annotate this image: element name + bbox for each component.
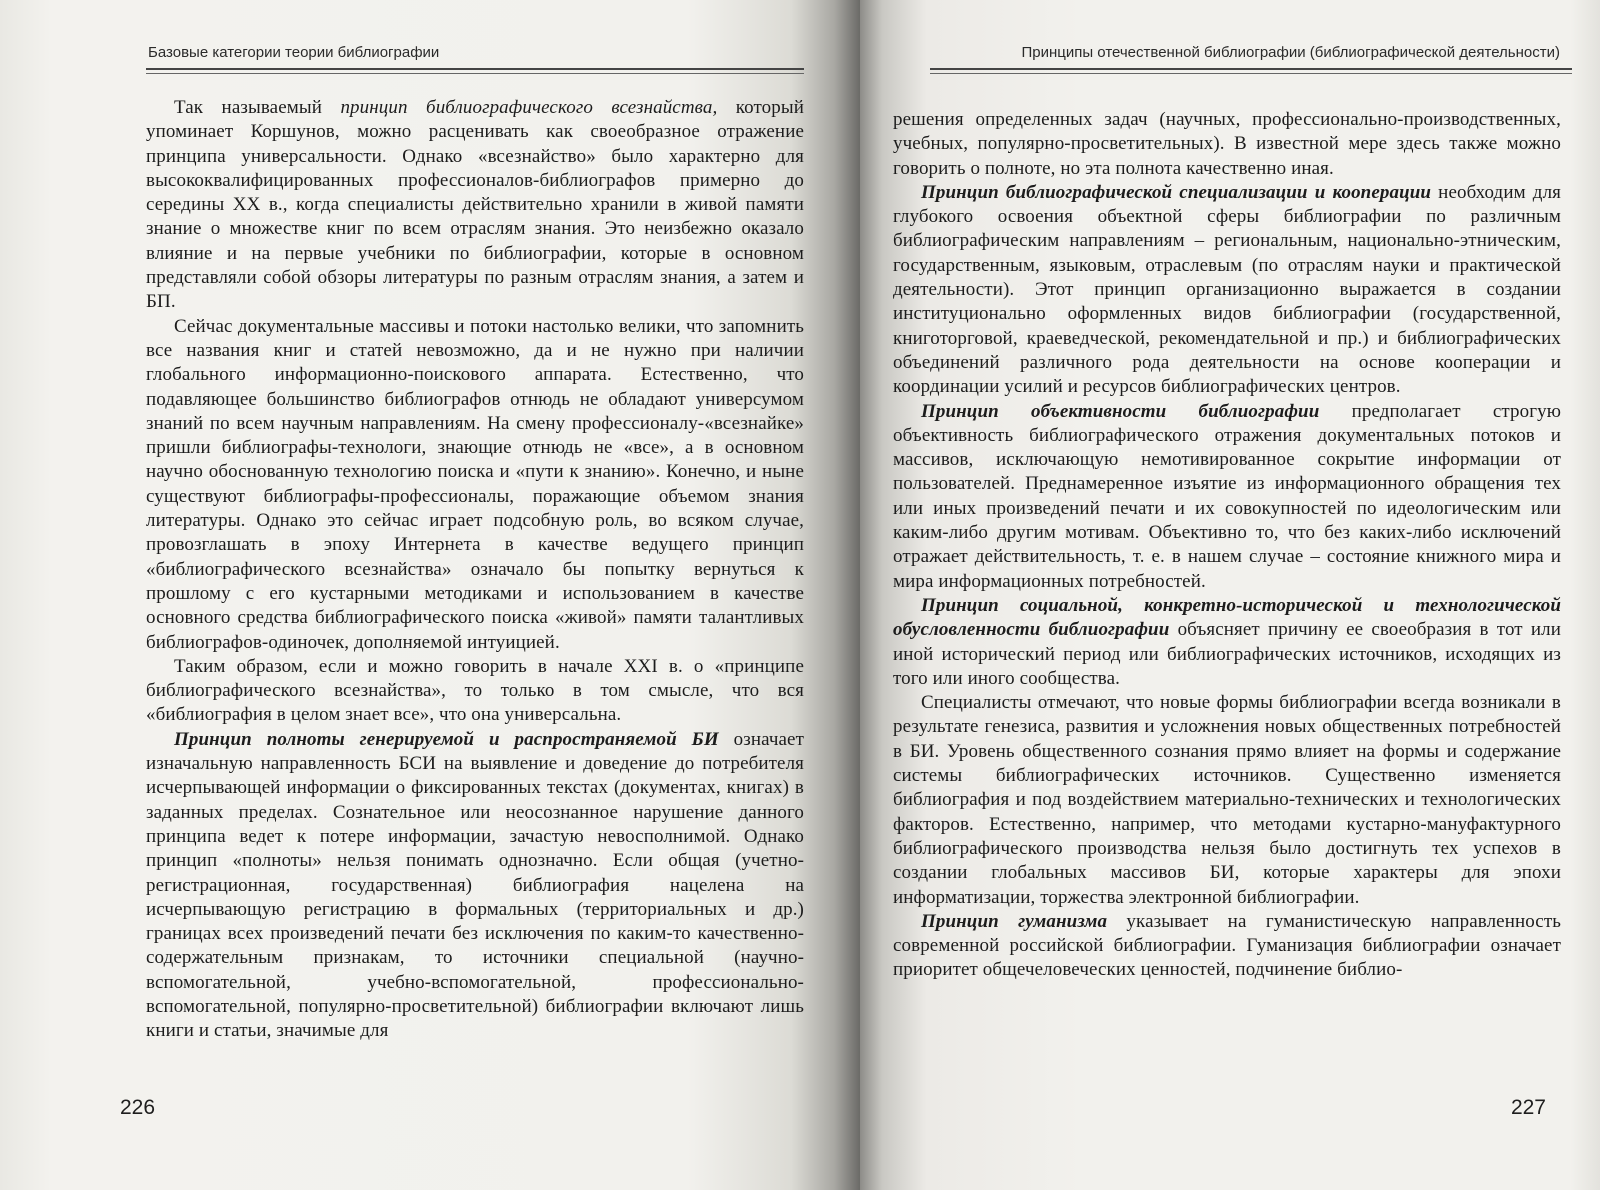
left-page-number: 226 [120, 1096, 156, 1119]
principle-term: Принцип гуманизма [921, 910, 1108, 932]
paragraph-text: который упоминает Коршунов, можно расценивать как своеобразное отражение принципа универсальности. Однако «всезнайство» было характерно для высококвалифицированных профессионалов-библиографов примерно до середины XX в., когда специалисты действительно хранили в живой памяти знание о множестве книг по всем отраслям знания. Это неизбежно оказало влияние и на первые учебники по библиографии, которые в основном представляли собой обзоры литературы по разным отраслям знания, а затем и БП. [146, 97, 804, 313]
right-page [860, 0, 1600, 1190]
right-running-head: Принципы отечественной библиографии (библиографической деятельности) [1021, 44, 1560, 61]
left-running-head: Базовые категории теории библиографии [148, 44, 440, 61]
left-paragraph-3 [146, 655, 804, 728]
right-paragraph-5 [893, 691, 1561, 910]
italic-term: принцип библиографического всезнайства, [340, 97, 718, 118]
principle-term: Принцип объективности библиографии [921, 400, 1320, 422]
paragraph-text: предполагает строгую объективность библиографического отражения документальных потоков и массивов, исключающую немотивированное сокрытие информации от пользователей. Преднамеренное изъятие из информационного обращения тех или иных произведений печати и их совокупностей по идеологическим или каким-либо другим мотивам. Объективно то, что без каких-либо исключений отражает действительность, т. е. в нашем случае – состояние книжного мира и мира информационных потребностей. [893, 400, 1562, 592]
paragraph-text: Сейчас документальные массивы и потоки настолько велики, что запомнить все названия книг и статей невозможно, да и не нужно при наличии глобального информационно-поискового аппарата. Естественно, что подавляющее большинство библиографов отнюдь не обладают универсумом знаний по всем научным направлениям. На смену профессионалу-«всезнайке» пришли библиографы-технологи, знающие отнюдь не «все», а в основном научно обоснованную технологию поиска и «пути к знанию». Конечно, и ныне существуют библиографы-профессионалы, поражающие объемом знания литературы. Однако это сейчас играет подсобную роль, во всяком случае, провозглашать в эпоху Интернета в качестве ведущего принцип «библиографического всезнайства» означало бы попытку вернуться к прошлому с его кустарными методиками и использованием в качестве основного средства библиографического поиска «живой» памяти талантливых библиографов-одиночек, дополняемой интуицией. [146, 315, 804, 653]
paragraph-lead: Так называемый [174, 97, 341, 118]
principle-term: Принцип библиографической специализации и кооперации [921, 181, 1432, 203]
right-paragraph-2 [893, 181, 1561, 400]
paragraph-text: объясняет причину ее своеобразия в тот или иной исторический период или библиографических источников, исходящих из того или иного сообщества. [893, 619, 1561, 689]
principle-term: Принцип полноты генерируемой и распространяемой БИ [174, 728, 719, 750]
right-body-text [893, 108, 1561, 983]
right-paragraph-4 [893, 594, 1561, 691]
right-paragraph-3 [893, 400, 1561, 594]
right-header-rule [930, 68, 1572, 70]
left-paragraph-2 [146, 315, 804, 655]
left-body-text [146, 96, 804, 1044]
left-paragraph-4 [146, 728, 804, 1044]
paragraph-text: означает изначальную направленность БСИ на выявление и доведение до потребителя исчерпывающей информации о фиксированных текстах (документах, книгах) в заданных пределах. Сознательное или неосознанное нарушение данного принципа ведет к потере информации, зачастую невосполнимой. Однако принцип «полноты» нельзя понимать однозначно. Если общая (учетно-регистрационная, государственная) библиография нацелена на исчерпывающую регистрацию в формальных (территориальных и др.) границах всех произведений печати без исключения по каким-то качественно-содержательным признакам, то источники специальной (научно-вспомогательной, учебно-вспомогательной, профессионально-вспомогательной, популярно-просветительной) библиографии включают лишь книги и статьи, значимые для [146, 728, 804, 1042]
right-header-rule-thin [930, 73, 1572, 74]
paragraph-text: Таким образом, если и можно говорить в начале XXI в. о «принципе библиографического всезнайства», то только в том смысле, что вся «библиография в целом знает все», что она универсальна. [146, 655, 804, 726]
right-paragraph-6 [893, 910, 1561, 983]
paragraph-text: Специалисты отмечают, что новые формы библиографии всегда возникали в результате генезиса, развития и усложнения новых общественных потребностей в БИ. Уровень общественного сознания прямо влияет на формы и содержание системы библиографических источников. Существенно изменяется библиография и под воздействием материально-технических и технологических факторов. Естественно, например, что методами кустарно-мануфактурного библиографического производства нельзя было достигнуть тех успехов в создании глобальных массивов БИ, которые характеры для эпохи информатизации, торжества электронной библиографии. [893, 692, 1561, 908]
left-header-rule-thin [146, 73, 804, 74]
paragraph-text: решения определенных задач (научных, профессионально-производственных, учебных, популярно-просветительных). В известной мере здесь также можно говорить о полноте, но эта полнота качественно иная. [893, 109, 1561, 179]
right-page-number: 227 [1510, 1096, 1546, 1119]
left-paragraph-1 [146, 96, 804, 315]
paragraph-text: необходим для глубокого освоения объектной сферы библиографии по различным библиографическим направлениям – региональным, национально-этническим, государственным, языковым, отраслевым (по отраслям науки и практической деятельности). Этот принцип организационно выражается в создании институционально оформленных видов библиографии (государственной, книготорговой, краеведческой, рекомендательной и пр.) и библиографических объединений различного рода деятельности на основе кооперации и координации усилий и ресурсов библиографических центров. [893, 181, 1561, 398]
right-paragraph-1 [893, 108, 1561, 181]
principle-term: Принцип социальной, конкретно-исторической и технологической обусловленности библиографии [893, 594, 1561, 641]
left-header-rule [146, 68, 804, 70]
paragraph-text: указывает на гуманистическую направленность современной российской библиографии. Гуманизация библиографии означает приоритет общечеловеческих ценностей, подчинение библио- [893, 910, 1562, 981]
